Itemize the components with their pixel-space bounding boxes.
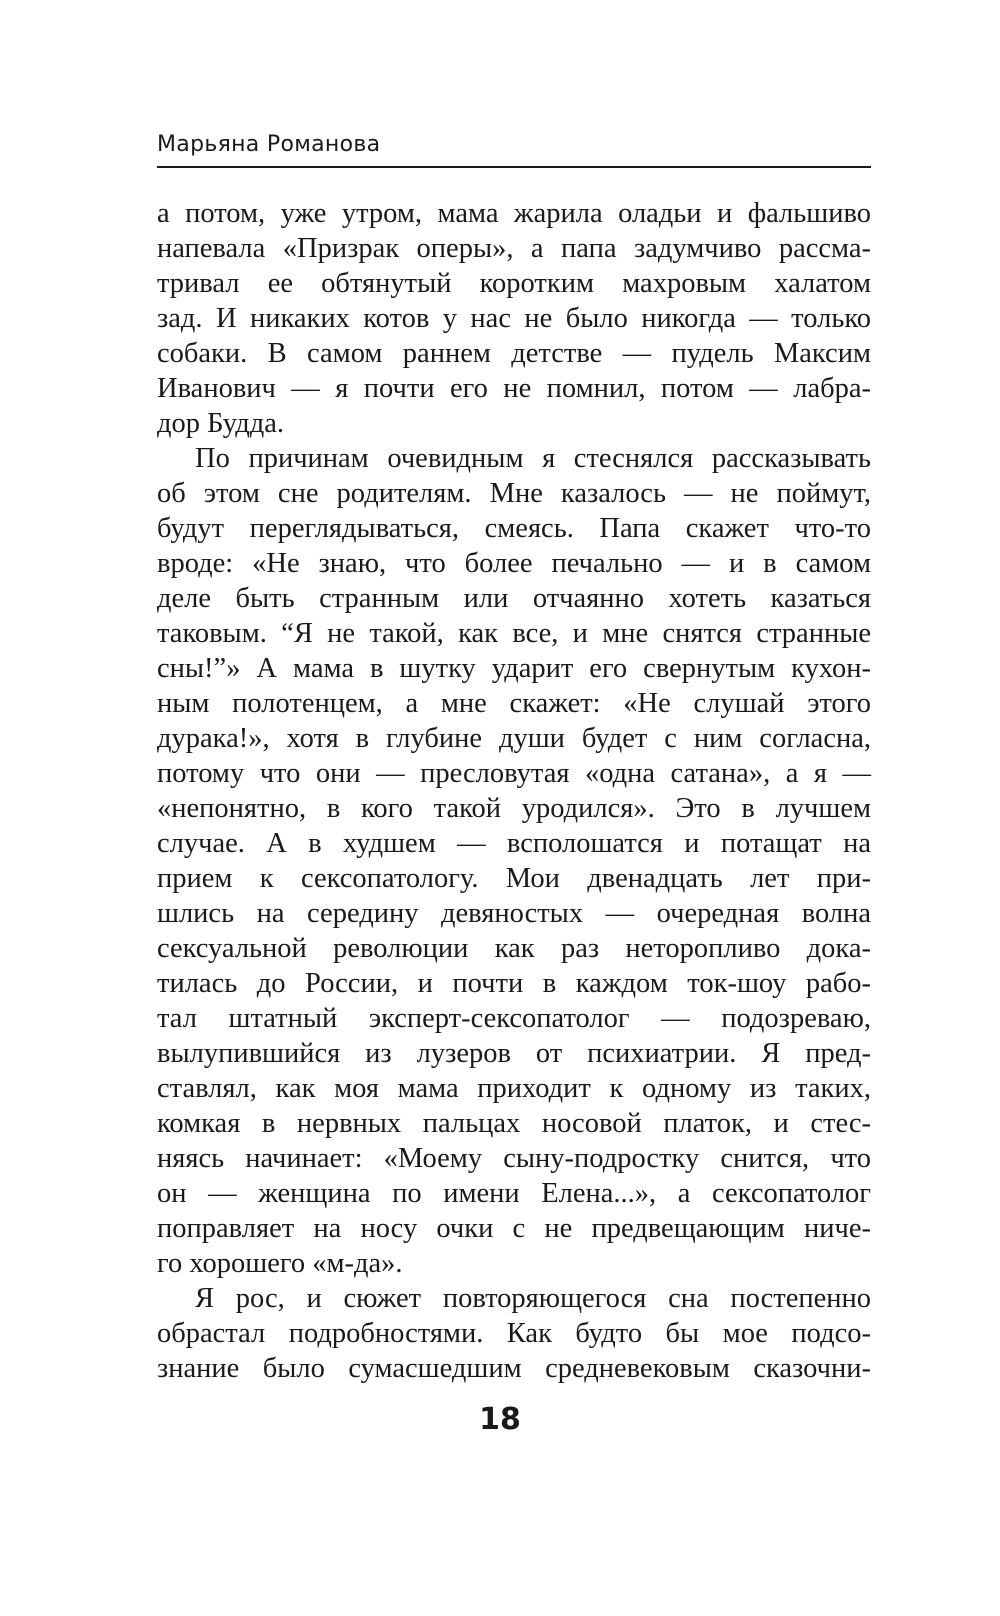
text-line: сны!”» А мама в шутку ударит его свернутым кухон- bbox=[157, 653, 871, 684]
text-line: комкая в нервных пальцах носовой платок, и стес- bbox=[157, 1108, 871, 1139]
text-line: шлись на середину девяностых — очередная волна bbox=[157, 898, 871, 929]
text-line: тилась до России, и почти в каждом ток-шоу рабо- bbox=[157, 968, 871, 999]
text-line: об этом сне родителям. Мне казалось — не поймут, bbox=[157, 478, 871, 509]
text-line: Я рос, и сюжет повторяющегося сна постепенно bbox=[195, 1283, 871, 1314]
text-line: деле быть странным или отчаянно хотеть казаться bbox=[157, 583, 871, 614]
header-rule bbox=[157, 166, 871, 168]
text-line: вроде: «Не знаю, что более печально — и в самом bbox=[157, 548, 871, 579]
text-line: няясь начинает: «Моему сыну-подростку снится, что bbox=[157, 1143, 871, 1174]
text-line: он — женщина по имени Елена...», а сексопатолог bbox=[157, 1178, 871, 1209]
text-line: ным полотенцем, а мне скажет: «Не слушай этого bbox=[157, 688, 871, 719]
text-line: тривал ее обтянутый коротким махровым халатом bbox=[157, 268, 871, 299]
text-line: обрастал подробностями. Как будто бы мое подсо- bbox=[157, 1318, 871, 1349]
text-line: прием к сексопатологу. Мои двенадцать лет при- bbox=[157, 863, 871, 894]
text-line: собаки. В самом раннем детстве — пудель Максим bbox=[157, 338, 871, 369]
text-line: тал штатный эксперт-сексопатолог — подозреваю, bbox=[157, 1003, 871, 1034]
text-line: напевала «Призрак оперы», а папа задумчиво рассма- bbox=[157, 233, 871, 264]
text-line: поправляет на носу очки с не предвещающим ниче- bbox=[157, 1213, 871, 1244]
text-line: дурака!», хотя в глубине души будет с ним согласна, bbox=[157, 723, 871, 754]
text-line: сексуальной революции как раз неторопливо дока- bbox=[157, 933, 871, 964]
text-line: По причинам очевидным я стеснялся рассказывать bbox=[195, 443, 871, 474]
text-line: таковым. “Я не такой, как все, и мне снятся странные bbox=[157, 618, 871, 649]
text-line: вылупившийся из лузеров от психиатрии. Я пред- bbox=[157, 1038, 871, 1069]
text-line: а потом, уже утром, мама жарила оладьи и фальшиво bbox=[157, 198, 871, 229]
text-line: Иванович — я почти его не помнил, потом — лабра- bbox=[157, 373, 871, 404]
page-number: 18 bbox=[479, 1402, 521, 1437]
text-line: случае. А в худшем — всполошатся и потащат на bbox=[157, 828, 871, 859]
text-line: дор Будда. bbox=[157, 408, 285, 439]
text-line: будут переглядываться, смеясь. Папа скажет что-то bbox=[157, 513, 871, 544]
text-line: «непонятно, в кого такой уродился». Это в лучшем bbox=[157, 793, 871, 824]
body-text bbox=[157, 196, 871, 1386]
text-line: го хорошего «м-да». bbox=[157, 1248, 403, 1279]
text-line: ставлял, как моя мама приходит к одному из таких, bbox=[157, 1073, 871, 1104]
text-line: потому что они — пресловутая «одна сатана», а я — bbox=[157, 758, 871, 789]
text-line: знание было сумасшедшим средневековым сказочни- bbox=[157, 1353, 871, 1384]
text-line: зад. И никаких котов у нас не было никогда — только bbox=[157, 303, 871, 334]
running-head-author: Марьяна Романова bbox=[157, 132, 381, 157]
